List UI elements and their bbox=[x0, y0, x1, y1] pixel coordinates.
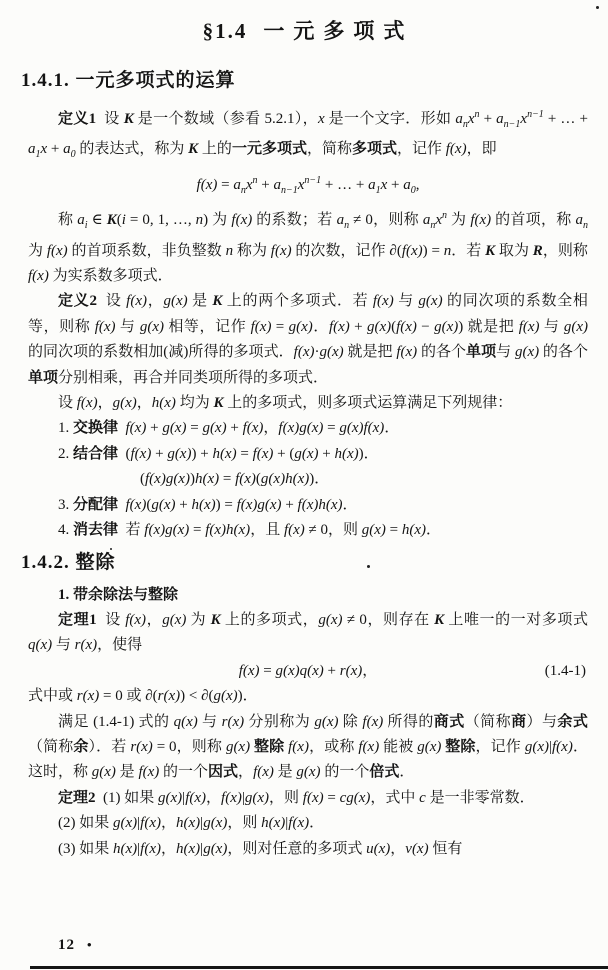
chapter-number: §1.4 bbox=[202, 19, 248, 43]
formula-polynomial: $f(x) = a_nx^n + a_{n-1}x^{n-1}$ + … + $a_1x + a_0$, bbox=[196, 174, 420, 196]
page-footer bbox=[58, 937, 93, 954]
chapter-title bbox=[28, 16, 588, 46]
paragraph-quotient-remainder: 满足 (1.4-1) 式的 q(x) 与 r(x) 分别称为 g(x) 除 f(x) 所得的商式（简称商）与余式（简称余）．若 r(x) = 0，则称 g(x) 整除 f(x)，或称 f(x) 能被 g(x) 整除，记作 g(x)|f(x)．这时，称 g(x) 是 f(x) 的一个因式，f(x) 是 g(x) 的一个倍式． bbox=[28, 713, 588, 781]
paragraph-theorem-1: 定理1 设 f(x)，g(x) 为 K 上的多项式，g(x) ≠ 0，则存在 K 上唯一的一对多项式 q(x) 与 r(x)，使得 bbox=[28, 611, 588, 654]
scan-speck bbox=[110, 548, 112, 550]
section-heading-142: 1.4.2. 整除 bbox=[21, 551, 116, 573]
paragraph-theorem-2-part1: 定理2 (1) 如果 g(x)|f(x)，f(x)|g(x)，则 f(x) = cg(x)，式中 c 是一非零常数． bbox=[58, 789, 535, 806]
rule-associative-continued: (f(x)g(x))h(x) = f(x)(g(x)h(x))． bbox=[140, 471, 330, 488]
scan-speck bbox=[596, 6, 599, 9]
scan-edge-line bbox=[30, 966, 608, 969]
rule-commutative: 1. 交换律 f(x) + g(x) = g(x) + f(x)，f(x)g(x) = g(x)f(x)． bbox=[58, 420, 400, 437]
formula-division-body: f(x) = g(x)q(x) + r(x)， bbox=[238, 662, 378, 679]
rule-cancellation: 4. 消去律 若 f(x)g(x) = f(x)h(x)，且 f(x) ≠ 0，则 g(x) = h(x)． bbox=[58, 522, 442, 539]
paragraph-definition-2: 定义2 设 f(x)，g(x) 是 K 上的两个多项式．若 f(x) 与 g(x) 的同次项的系数全相等，则称 f(x) 与 g(x) 相等，记作 f(x) = g(x)．f(x) + g(x)(f(x) − g(x)) 就是把 f(x) 与 g(x) 的同次项的系数相加(减)所得的多项式．f(x)·g(x) 就是把 f(x) 的各个单项与 g(x) 的各个单项分别相乘，再合并同类项所得的多项式． bbox=[28, 293, 588, 386]
paragraph-coefficients: 称 $a_i$ ∈ K(i = 0, 1, …, n) 为 f(x) 的系数；若 $a_n \ne 0$，则称 $a_nx^n$ 为 f(x) 的首项，称 $a_n$ 为 f(x) 的首项系数，非负整数 n 称为 f(x) 的次数，记作 ∂(f(x)) = n．若 K 取为 R，则称 f(x) 为实系数多项式． bbox=[28, 210, 588, 285]
chapter-name: 一元多项式 bbox=[263, 19, 414, 43]
page-content bbox=[21, 0, 588, 862]
footer-bullet: • bbox=[87, 937, 93, 952]
equation-number: (1.4-1) bbox=[544, 662, 586, 679]
section-heading-141: 1.4.1. 一元多项式的运算 bbox=[21, 70, 236, 91]
paragraph-theorem-2-part2: (2) 如果 g(x)|f(x)，h(x)|g(x)，则 h(x)|f(x)． bbox=[58, 815, 325, 832]
rule-distributive: 3. 分配律 f(x)(g(x) + h(x)) = f(x)g(x) + f(x)h(x)． bbox=[58, 496, 358, 513]
paragraph-remainder-condition: 式中或 r(x) = 0 或 ∂(r(x)) < ∂(g(x))． bbox=[28, 688, 258, 705]
subsection-heading-division: 1. 带余除法与整除 bbox=[58, 586, 179, 603]
page-number: 12 bbox=[58, 937, 75, 953]
paragraph-theorem-2-part3: (3) 如果 h(x)|f(x)，h(x)|g(x)，则对任意的多项式 u(x)，v(x) 恒有 bbox=[58, 840, 463, 857]
rule-associative: 2. 结合律 (f(x) + g(x)) + h(x) = f(x) + (g(x) + h(x))． bbox=[58, 445, 379, 462]
paragraph-definition-1: 定义1 设 K 是一个数域（参看 5.2.1），x 是一个文字．形如 $a_nx^n + a_{n-1}x^{n-1}$ + … + $a_1x + a_0$ 的表达式，称为 K 上的一元多项式，简称多项式，记作 f(x)，即 bbox=[28, 109, 588, 161]
scan-speck bbox=[367, 565, 370, 568]
paragraph-rules-intro: 设 f(x)，g(x)，h(x) 均为 K 上的多项式，则多项式运算满足下列规律： bbox=[58, 395, 513, 412]
formula-division bbox=[28, 659, 588, 684]
